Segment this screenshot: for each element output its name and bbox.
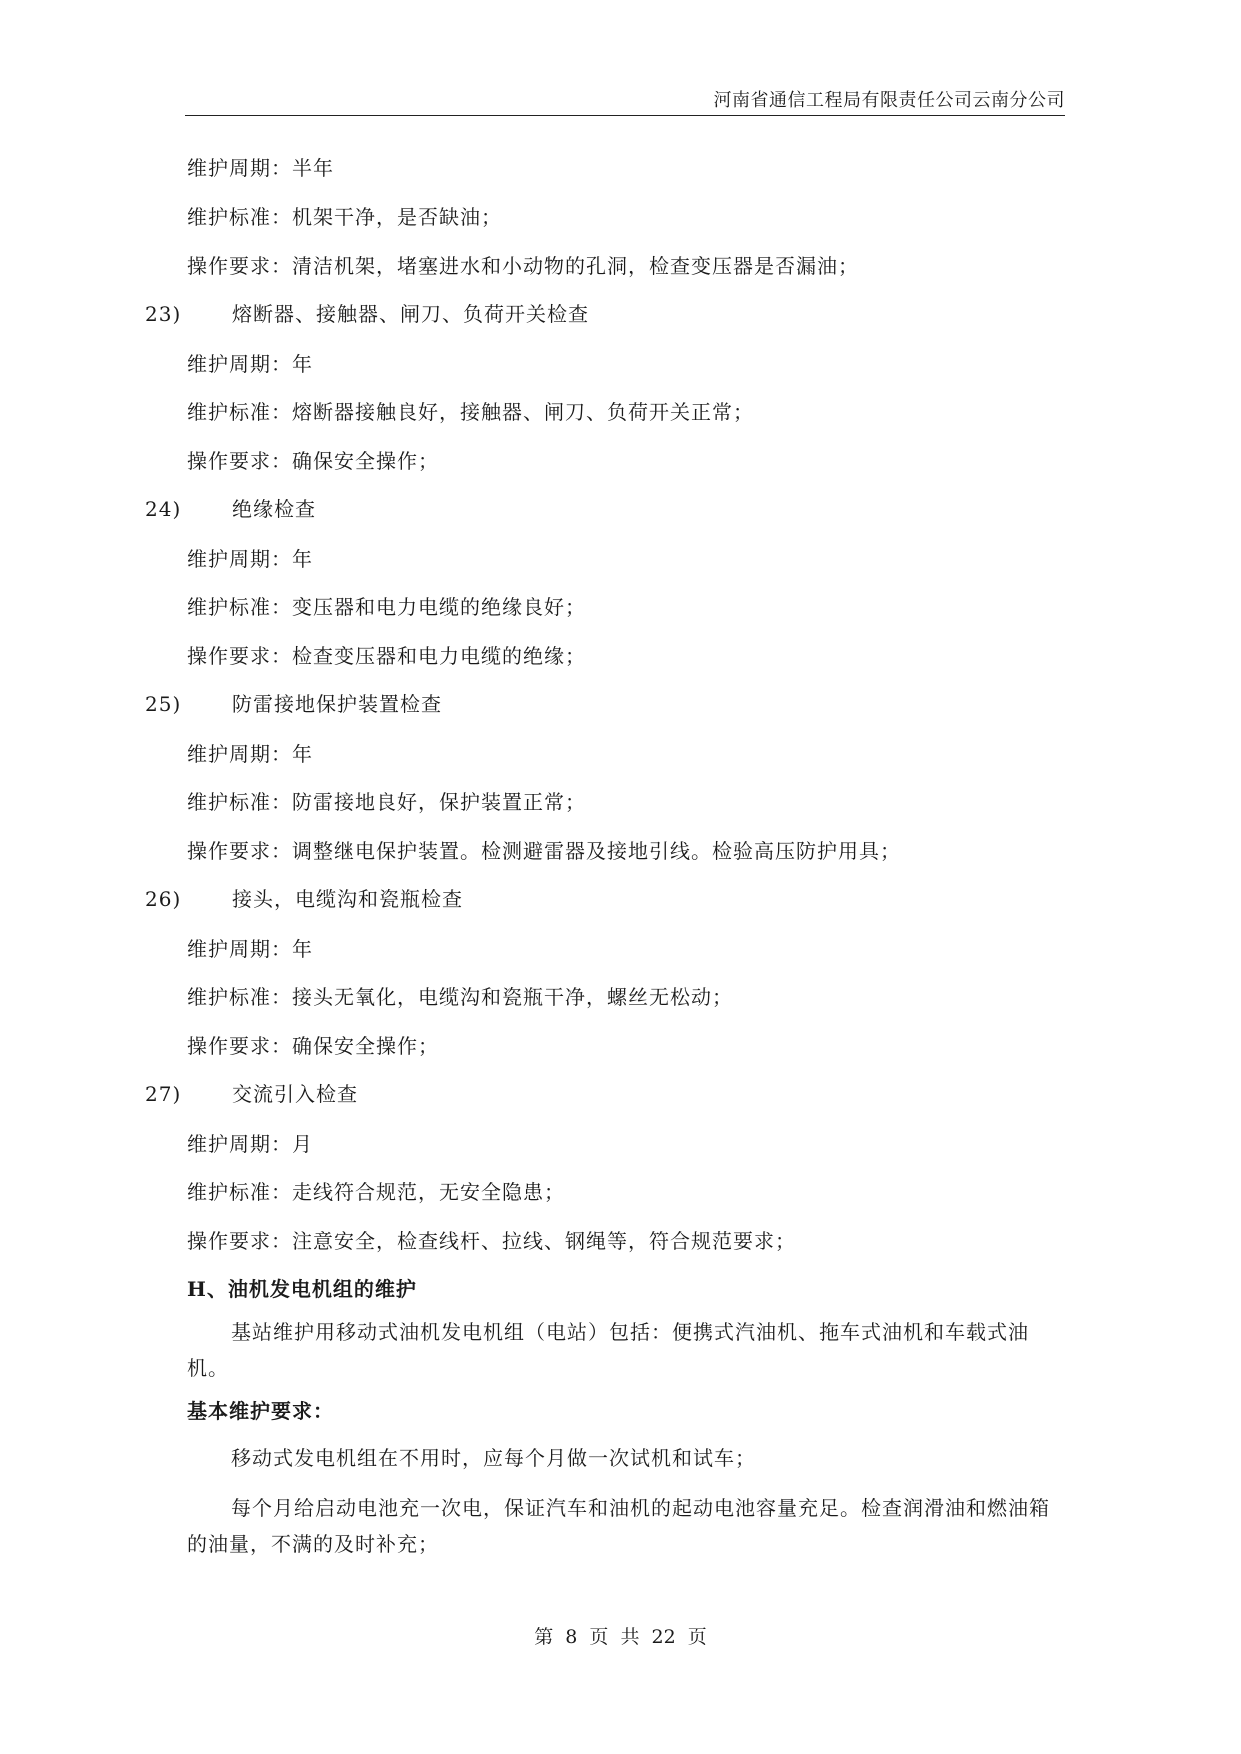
maintenance-cycle: 维护周期：年 xyxy=(187,937,313,961)
item-number-26: 26) xyxy=(145,887,182,911)
item-title-26: 接头，电缆沟和瓷瓶检查 xyxy=(232,887,463,911)
item-number-25: 25) xyxy=(145,692,182,716)
maintenance-cycle: 维护周期：月 xyxy=(187,1132,313,1156)
page-header: 河南省通信工程局有限责任公司云南分公司 xyxy=(713,90,1065,111)
operation-requirement: 操作要求：清洁机架，堵塞进水和小动物的孔洞，检查变压器是否漏油； xyxy=(187,254,859,278)
item-title-24: 绝缘检查 xyxy=(232,497,316,521)
page-footer: 第 8 页 共 22 页 xyxy=(534,1626,707,1648)
item-number-23: 23) xyxy=(145,302,182,326)
operation-requirement: 操作要求：注意安全，检查线杆、拉线、钢绳等，符合规范要求； xyxy=(187,1229,796,1253)
item-title-27: 交流引入检查 xyxy=(232,1082,358,1106)
maintenance-cycle: 维护周期：年 xyxy=(187,352,313,376)
maintenance-cycle: 维护周期：年 xyxy=(187,547,313,571)
operation-requirement: 操作要求：确保安全操作； xyxy=(187,1034,439,1058)
paragraph: 移动式发电机组在不用时，应每个月做一次试机和试车； xyxy=(231,1446,756,1470)
section-heading: H、油机发电机组的维护 xyxy=(187,1277,417,1301)
header-rule xyxy=(185,115,1065,116)
maintenance-standard: 维护标准：走线符合规范，无安全隐患； xyxy=(187,1180,565,1204)
item-number-24: 24) xyxy=(145,497,182,521)
maintenance-standard: 维护标准：防雷接地良好，保护装置正常； xyxy=(187,790,586,814)
operation-requirement: 操作要求：检查变压器和电力电缆的绝缘； xyxy=(187,644,586,668)
paragraph: 基站维护用移动式油机发电机组（电站）包括：便携式汽油机、拖车式油机和车载式油机。 xyxy=(187,1320,1029,1380)
maintenance-standard: 维护标准：机架干净，是否缺油； xyxy=(187,205,502,229)
maintenance-cycle: 维护周期：年 xyxy=(187,742,313,766)
operation-requirement: 操作要求：确保安全操作； xyxy=(187,449,439,473)
operation-requirement: 操作要求：调整继电保护装置。检测避雷器及接地引线。检验高压防护用具； xyxy=(187,839,901,863)
item-number-27: 27) xyxy=(145,1082,182,1106)
maintenance-cycle: 维护周期：半年 xyxy=(187,156,334,180)
maintenance-standard: 维护标准：熔断器接触良好，接触器、闸刀、负荷开关正常； xyxy=(187,400,754,424)
maintenance-standard: 维护标准：接头无氧化，电缆沟和瓷瓶干净，螺丝无松动； xyxy=(187,985,733,1009)
maintenance-standard: 维护标准：变压器和电力电缆的绝缘良好； xyxy=(187,595,586,619)
subsection-heading: 基本维护要求： xyxy=(187,1399,334,1423)
item-title-25: 防雷接地保护装置检查 xyxy=(232,692,442,716)
paragraph: 每个月给启动电池充一次电，保证汽车和油机的起动电池容量充足。检查润滑油和燃油箱的油量，不满的及时补充； xyxy=(187,1496,1050,1556)
item-title-23: 熔断器、接触器、闸刀、负荷开关检查 xyxy=(232,302,589,326)
